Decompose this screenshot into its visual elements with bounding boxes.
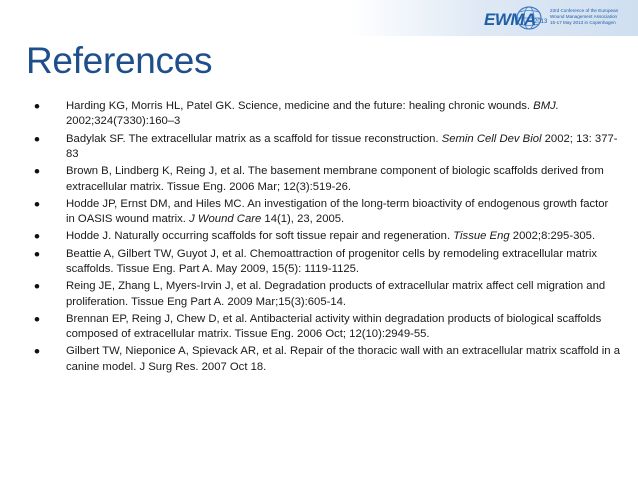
logo-conference-text (550, 8, 638, 26)
reference-text: Badylak SF. The extracellular matrix as a scaffold for tissue reconstruction. (66, 132, 442, 145)
reference-citation: 2002; 13: 377-83 (66, 132, 618, 161)
logo-year: 2013 (534, 19, 548, 25)
reference-text: Harding KG, Morris HL, Patel GK. Science, medicine and the future: healing chronic wounds. (66, 100, 534, 112)
reference-journal: J Wound Care (189, 213, 262, 226)
reference-citation: 14(1), 23, 2005. (261, 213, 345, 226)
logo-wordmark: EWMA (484, 10, 536, 29)
reference-text: Reing JE, Zhang L, Myers-Irvin J, et al. Degradation products of extracellular matrix affect cell migration and proliferation. Tissue Eng Part A. 2009 Mar;15(3):605-14. (66, 280, 606, 308)
bullet-icon: • (34, 342, 40, 362)
reference-item (30, 164, 620, 195)
reference-text: Beattie A, Gilbert TW, Guyot J, et al. Chemoattraction of progenitor cells by remodeling extracellular matrix scaffolds. Tissue Eng. Part A. May 2009, 15(5): 1119-1125. (66, 247, 597, 276)
ewma-logo (470, 4, 638, 34)
bullet-icon: • (34, 277, 40, 297)
logo-line: Wound Management Association (550, 14, 618, 19)
reference-text: Brown B, Lindberg K, Reing J, et al. The basement membrane component of biologic scaffolds derived from extracellular matrix. Tissue Eng. 2006 Mar; 12(3):519-26. (66, 165, 604, 193)
reference-item (30, 309, 620, 343)
bullet-icon: • (34, 244, 40, 264)
bullet-icon: • (34, 309, 40, 329)
reference-citation: 2002;324(7330):160–3 (66, 115, 181, 128)
logo-line: 23rd Conference of the European (550, 8, 619, 13)
reference-text: Gilbert TW, Nieponice A, Spievack AR, et al. Repair of the thoracic wall with an extracellular matrix scaffold in a canine model. J Surg Res. 2007 Oct 18. (66, 345, 621, 373)
reference-item (30, 129, 620, 163)
bullet-icon: • (34, 129, 40, 149)
reference-citation: 2002;8:295-305. (509, 230, 596, 243)
reference-text: Hodde J. Naturally occurring scaffolds for soft tissue repair and regeneration. (66, 230, 454, 243)
reference-item (30, 227, 620, 247)
bullet-icon: • (34, 194, 40, 214)
bullet-icon: • (34, 227, 40, 247)
reference-item (30, 344, 620, 375)
reference-item (30, 244, 620, 278)
reference-item (30, 279, 620, 310)
bullet-icon: • (34, 97, 40, 116)
bullet-icon: • (34, 162, 40, 182)
slide-title: References (26, 40, 213, 81)
reference-item (30, 99, 620, 130)
reference-item (30, 194, 620, 228)
reference-journal: Tissue Eng (453, 230, 510, 243)
reference-journal: BMJ. (533, 100, 559, 112)
reference-text: Brennan EP, Reing J, Chew D, et al. Antibacterial activity within degradation products of biological scaffolds composed of extracellular matrix. Tissue Eng. 2006 Oct; 12(10):2949-55. (66, 312, 602, 341)
logo-line: 15-17 May 2013 in Copenhagen (550, 20, 616, 25)
reference-list (30, 99, 620, 377)
reference-journal: Semin Cell Dev Biol (441, 132, 542, 145)
reference-text: Hodde JP, Ernst DM, and Hiles MC. An investigation of the long-term bioactivity of endogenous growth factor in OASIS wound matrix. (66, 197, 609, 226)
